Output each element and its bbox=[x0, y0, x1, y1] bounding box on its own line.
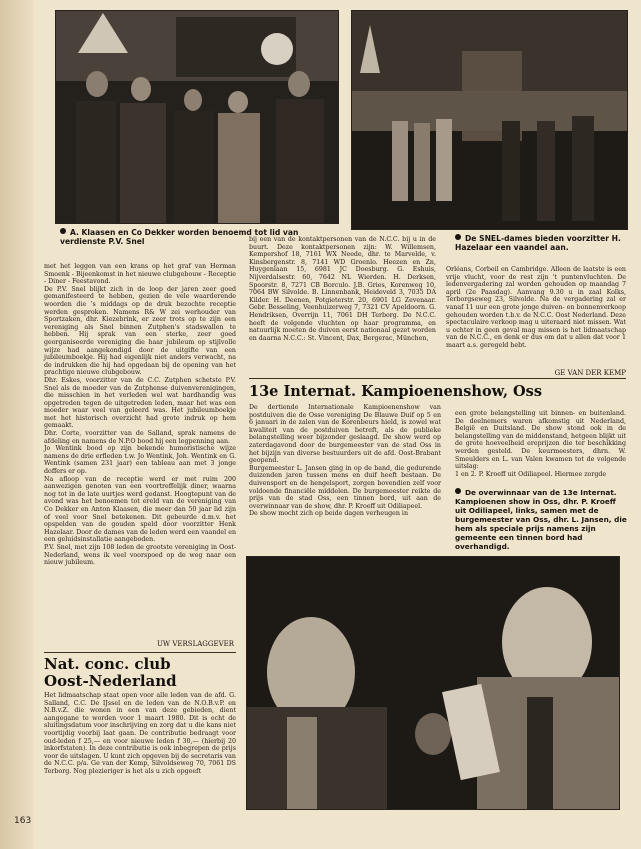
article-natconc-text: Het lidmaatschap staat open voor alle leden van de afd. G. Salland, C.C. De IJssel en de leden van de N.O.B.v.P. en N.B.v.Z. die wonen in een van deze gebieden, dient aangegane te worden voor 1 maart 1980. Dit is echt de sluitingsdatum voor inschrijving en zorg dat u die kans niet voortijdig voorbij laat gaan. De contributie bedraagt voor oud-leden f 25,— en voor nieuwe leden f 30,— (hierbij 20 inkorfstaten). In deze contributie is ook inbegrepen de prijs voor de uitslagen. U kunt zich opgeven bij de secretaris van de N.C.C. p/a. Ge van der Kemp, Silvoldseweg 70, 7061 DS Terborg. Nog plezieriger is het als u zich opgeeft bbox=[44, 692, 236, 775]
article-natconc-flights: Orléans, Corbeil en Cambridge. Alleen de laatste is een vrije vlucht, voor de rest zijn 't puntenvluchten. De ledenvergadering zal worden gehouden op maandag 7 april (2e Paasdag). Aanvang 9.30 u in zaal Kolks, Terborgseweg 23, Silvolde. Na de vergadering zal er vanaf 11 uur een grote jonge duiven- en bonnenverkoop gehouden worden t.b.v. de N.C.C. Oost Nederland. Deze spectaculaire verkoop mag u uiteraard niet missen. Wat u echter in geen geval mag missen is het lidmaatschap van de N.C.C., en denk er dus om dat u allen dat voor 1 maart a.s. geregeld hebt. bbox=[446, 266, 626, 349]
divider-kampioen bbox=[249, 378, 626, 379]
article-kampioen-text: De dertiende Internationale Kampioenenshow van postduiven die de Osse vereniging De Blauwe Duif op 5 en 6 januari in de zalen van de Korenbeurs hield, is zowel wat kwaliteit van de postduiven betreft, als de publieke belangstelling weer bijzonder geslaagd. De show werd op zaterdagavond door de burgemeester van de stad Oss in het bijzijn van diverse bestuurders uit de afd. Oost-Brabant geopend. Burgemeester L. Jansen ging in op de band, die gedurende duizenden jaren tussen mens en duif heeft bestaan. De duivensport en de hengelsport, zorgen bovendien zelf voor voldoende financiële middelen. De burgemeester reikte de prijs van de stad Oss, een tinnen bord, uit aan de overwinnaar van de show, dhr. P. Kroeff uit Odiliapeel. De show mocht zich op beide dagen verheugen in bbox=[249, 404, 441, 518]
article-snel-text: met het leggen van een krans op het graf van Herman Smoenk - Bijeenkomst in het nieuwe clubgebouw - Receptie - Diner - Feestavond. De P.V. Snel blijkt zich in de loop der jaren zeer goed gemanifesteerd te hebben, gezien de vele waarderende woorden die 's middags op de druk bezochte receptie werden gesproken. Namens R& W zei werhouder van Sportzaken, dhr. Kiezebrink, er zeer trots op te zijn een vereniging als Snel binnen Zutphen's stadswallen te hebben. Hij sprak van een sterke, zeer goed georganiseerde vereniging die haar jubileum op stijlvolle wijze had aangekondigd door de uitgifte van een jubileumboekje. Hij had eigenlijk niet anders verwacht, na de indrukken die hij had opgedaan bij de opening van het prachtige nieuwe clubgebouw. Dhr. Eskes, voorzitter van de C.C. Zutphen schetste P.V. Snel als de moeder van de Zutphense duivenverenigingen, die misschien in het verleden wel wat hardhandig was opgetreden tegen de uitgetreden leden, maar het was een moeder waar veel van geleerd was. Het jubileumboekje met het historisch overzicht had grote indruk op hem gemaakt. Dhr. Corte, voorzitter van de Salland, sprak namens de afdeling en namens de N.P.O bood hij een legpenning aan. Jo Wentink bood op zijn bekende humoristische wijze namens de drie erfleden t.w. Jo Wentink, Joh. Wentink en G. Wentink (samen 231 jaar) een tableau aan met 3 jonge doffers er op. Na afloop van de receptie werd er met ruim 200 aanwezigen genoten van een voortreffelijk diner, waarna nog tot in de late uurtjes werd gedanst. Hoogtepunt van de avond was het benoemen tot ereld van de vereniging van Co Dekker en Anton Klaasen, die meer dan 50 jaar lid zijn of veel voor Snel betekenen. Dit gebeurde d.m.v. het opspelden van de gouden speld door voorzitter Henk Hazelaar. Door de dames van de leden werd een vaandel en een geluidsinstallatie aangeboden. P.V. Snel, met zijn 108 leden de grootste vereniging in Oost-Nederland, wens ik veel voorspoed op de weg naar een nieuw jubileum. bbox=[44, 263, 236, 567]
article-natconc-author: GE VAN DER KEMP bbox=[554, 369, 626, 377]
headline-kampioenenshow: 13e Internat. Kampioenenshow, Oss bbox=[249, 383, 542, 400]
photo-ceremony-left bbox=[55, 10, 339, 224]
page-binding-edge bbox=[0, 0, 34, 849]
headline-natconc-line2: Oost-Nederland bbox=[44, 672, 177, 690]
bullet-icon bbox=[455, 488, 461, 494]
article-kampioen-text-continued: een grote belangstelling uit binnen- en buitenland. De deelnemers waren afkomstig uit Nederland, België en Duitsland. De show stond ook in de belangstelling van de middenstand, hetgeen blijkt uit de grote hoeveelheid ereprijzen die ter beschikking werden gesteld. De keurmeesters, dhrn. W. Smeulders en L. van Valen kwamen tot de volgende uitslag: 1 en 2. P. Kroeff uit Odiliapeel. Hiermee zorgde bbox=[455, 410, 626, 478]
page-number: 163 bbox=[14, 816, 32, 826]
photo-snel-dames bbox=[351, 10, 628, 230]
caption-photo-left: A. Klaasen en Co Dekker worden benoemd tot lid van verdienste P.V. Snel bbox=[60, 228, 299, 246]
bullet-icon bbox=[60, 228, 66, 234]
divider-left bbox=[44, 652, 236, 653]
photo-winner-burgemeester bbox=[246, 556, 620, 810]
article-snel-author: UW VERSLAGGEVER bbox=[157, 640, 234, 648]
headline-natconc-line1: Nat. conc. club bbox=[44, 655, 171, 673]
caption-photo-winner: De overwinnaar van de 13e Internat. Kampioenen show in Oss, dhr. P. Kroeff uit Odiliapeel, links, samen met de burgemeester van Oss, dhr. L. Jansen, die hem als speciale prijs namens zijn gemeente een tinnen bord had overhandigd. bbox=[455, 488, 627, 551]
article-natconc-contacts: bij een van de kontaktpersonen van de N.C.C. bij u in de buurt. Deze kontaktpersonen zijn: W. Willemsen, Kempershof 18, 7161 WX Neede, dhr. te Marvelde, v. Kinsbergenstr. 8, 7141 WD Groenlo. Heezen en Zn, Huygenlaan 15, 6981 JC Doesburg. G. Eshuis, Nijverdalsestr. 60, 7642 NL Wierden. H. Derksen, Spoorstr. 8, 7271 CB Borculo. J.B. Gries, Korenweg 10, 7064 BW Silvolde. B. Linnenbank, Heideveld 3, 7035 DA Kilder. H. Deenen, Potgieterstr. 20, 6901 LG Zevenaar. Gebr. Besseling, Veenhuizerweg 7, 7321 CV Apeldoorn. G. Hendriksen, Overrijn 11, 7061 DH Terborg. De N.C.C. heeft de volgende vluchten op haar programma, en natuurlijk moeten de duiven eerst nationaal gezet worden en daarna N.C.C.: St. Vincent, Dax, Bergerac, München, bbox=[249, 236, 436, 342]
caption-photo-right: De SNEL-dames bieden voorzitter H. Hazelaar een vaandel aan. bbox=[455, 234, 621, 252]
bullet-icon bbox=[455, 234, 461, 240]
